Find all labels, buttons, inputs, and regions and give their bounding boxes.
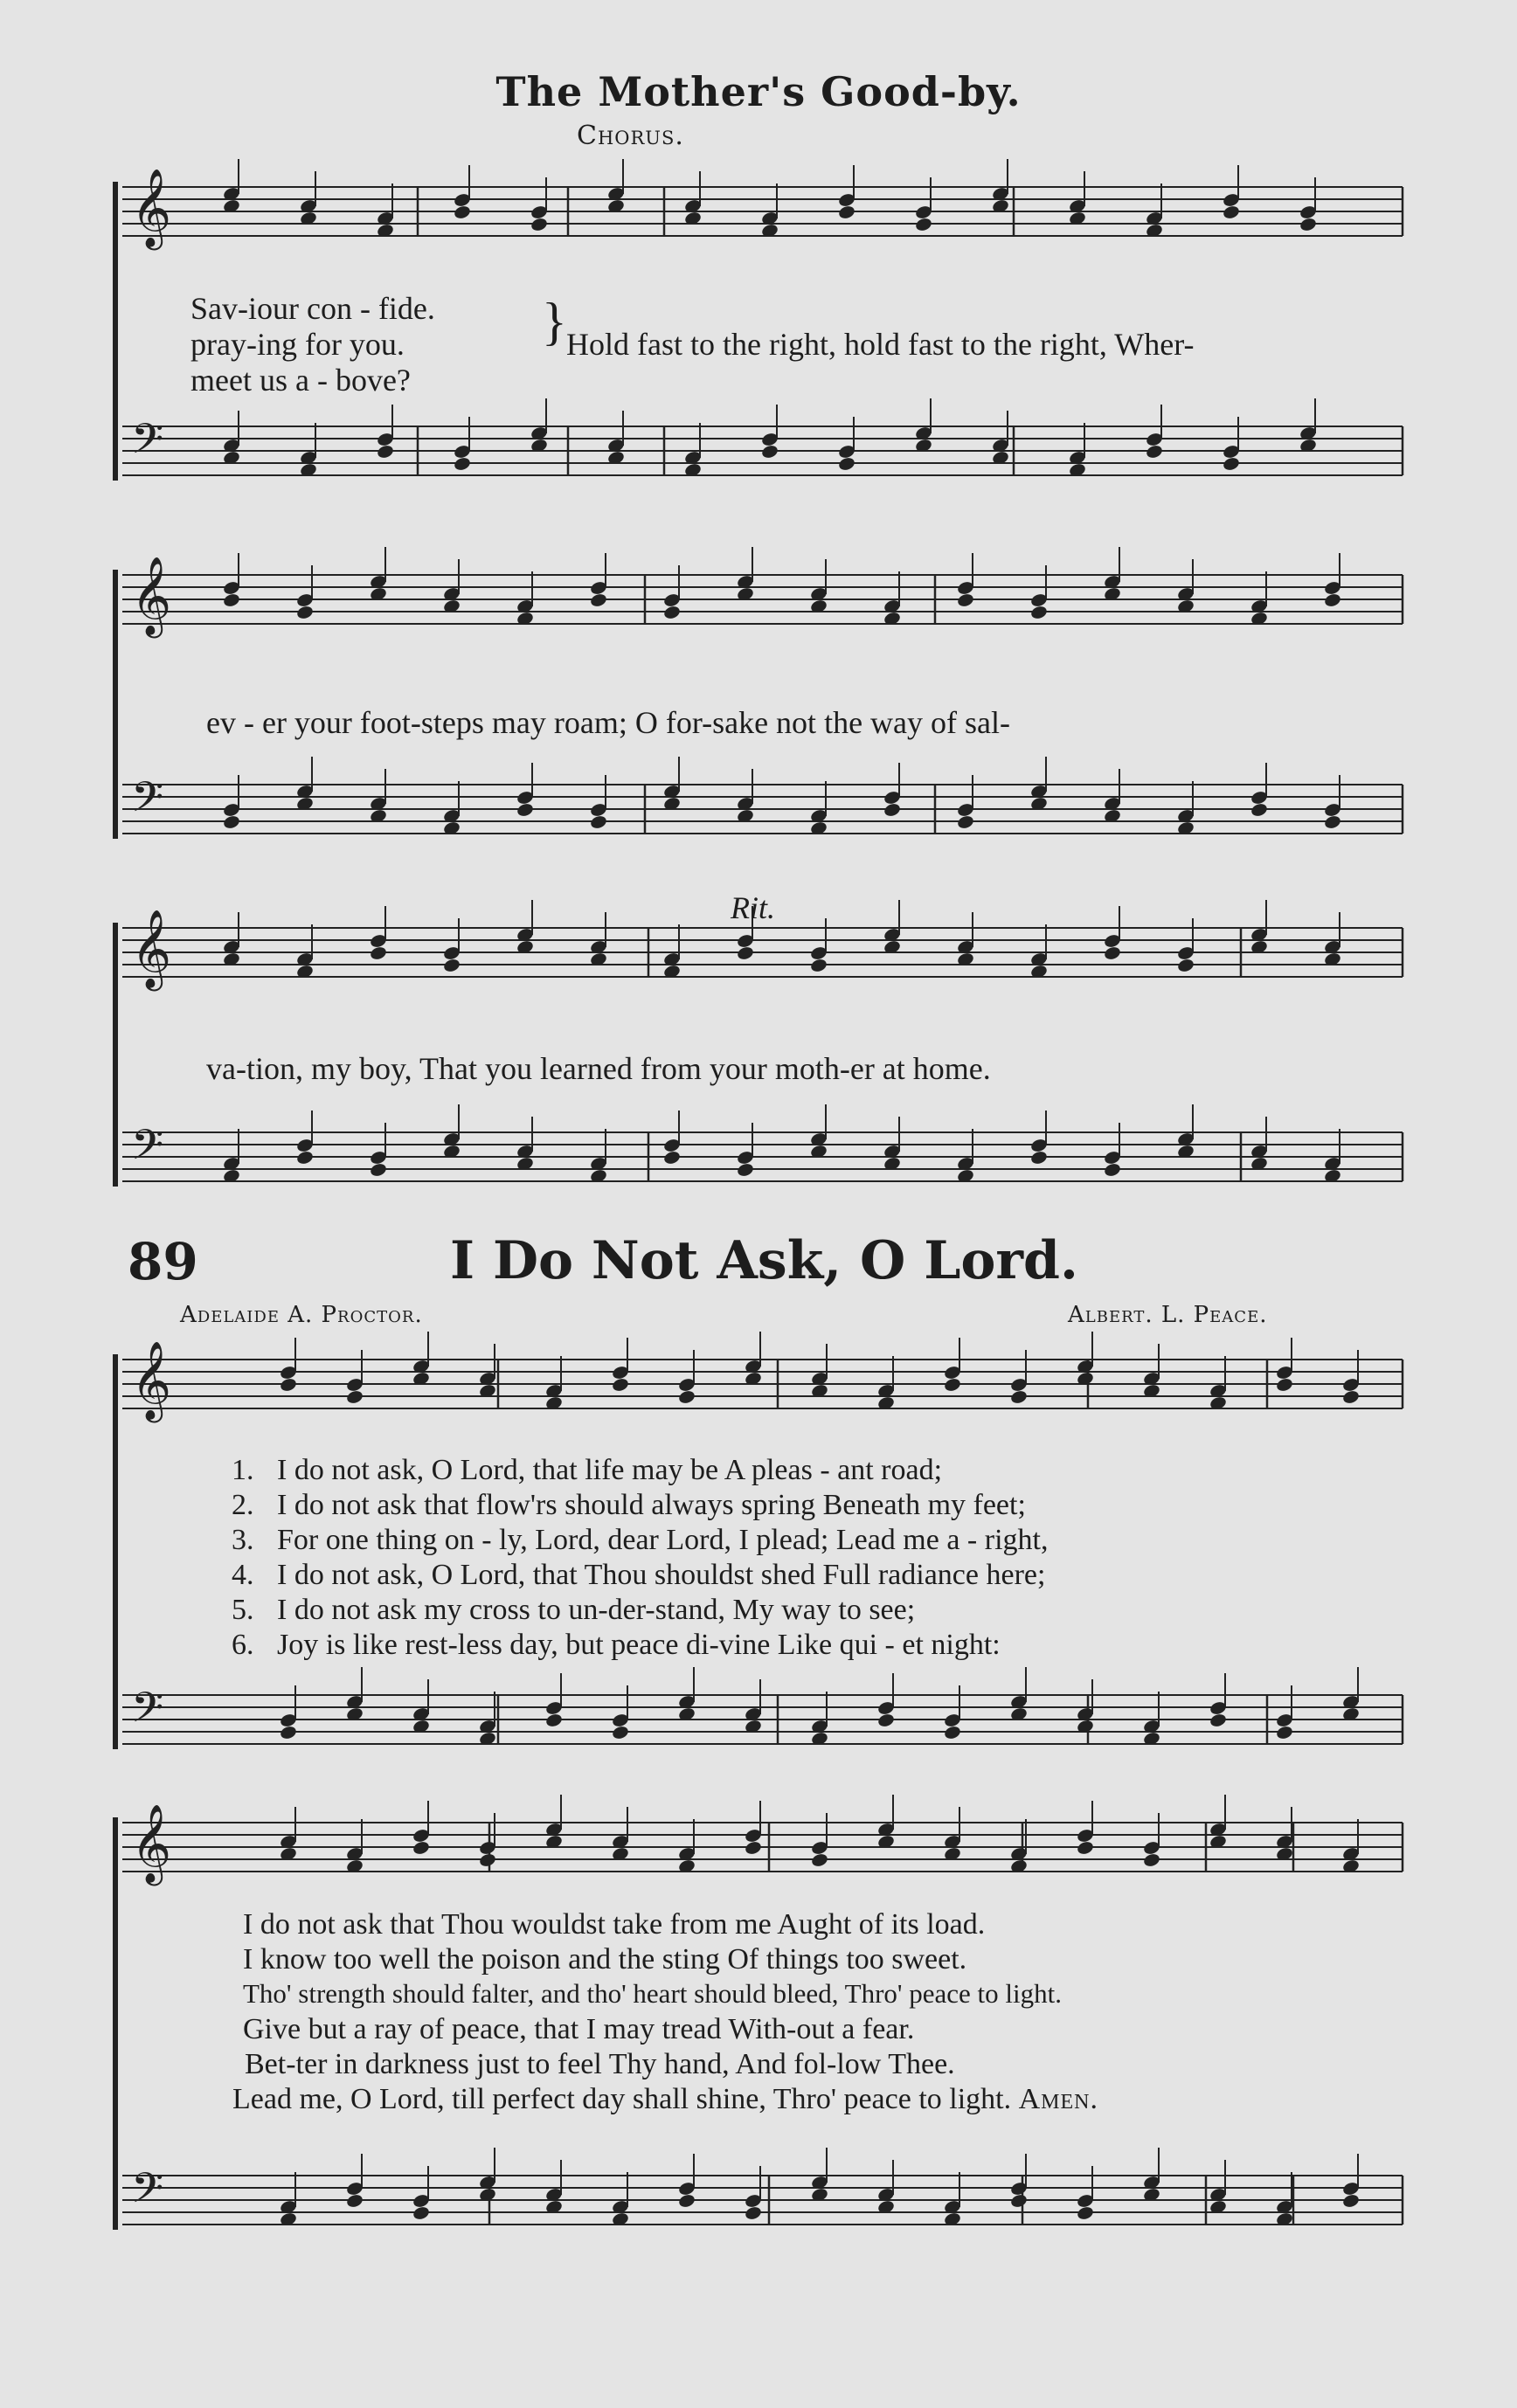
note-head: [1076, 2205, 1094, 2221]
verse-ending: [232, 2083, 1098, 2116]
bass-clef: 𝄢: [131, 772, 164, 832]
note-head: [736, 945, 754, 961]
note-head: [1009, 2193, 1028, 2209]
note-head: [1029, 1150, 1048, 1166]
note-head: [295, 605, 314, 620]
bass-clef: 𝄢: [131, 414, 164, 474]
note-head: [883, 802, 901, 818]
note-head: [279, 1725, 297, 1740]
note-head: [1323, 814, 1341, 830]
lyric-line: Sav-iour con - fide.: [190, 291, 435, 326]
verse-ending-text: Lead me, O Lord, till perfect day shall shine, Thro' peace to light.: [232, 2083, 1012, 2115]
verse-number: 6.: [232, 1629, 254, 1661]
note-head: [1209, 1713, 1227, 1728]
note-head: [677, 1389, 696, 1405]
note-head: [530, 217, 548, 232]
verse-line: [232, 1454, 942, 1487]
note-head: [876, 1713, 895, 1728]
note-head: [589, 592, 607, 608]
lyric-line: ev - er your foot-steps may roam; O for-sake not the way of sal-: [206, 705, 1010, 740]
note-head: [1323, 592, 1341, 608]
note-head: [1275, 1377, 1293, 1393]
note-head: [760, 444, 779, 460]
note-head: [412, 2205, 430, 2221]
note-head: [478, 1852, 496, 1868]
note-head: [736, 1162, 754, 1178]
note-head: [1103, 1162, 1121, 1178]
treble-clef: 𝄞: [131, 557, 172, 635]
hymn-number: 89: [128, 1232, 198, 1291]
note-head: [744, 2205, 762, 2221]
note-head: [453, 204, 471, 220]
note-head: [611, 1725, 629, 1740]
note-head: [279, 1377, 297, 1393]
bass-clef: 𝄢: [131, 1683, 164, 1742]
brace: }: [542, 293, 567, 350]
verse-number: 1.: [232, 1454, 254, 1486]
verse-number: 2.: [232, 1489, 254, 1521]
verse-ending: Tho' strength should falter, and tho' heart should bleed, Thro' peace to light.: [243, 1978, 1062, 2009]
note-head: [369, 945, 387, 961]
note-head: [914, 217, 932, 232]
verse-ending: I do not ask that Thou wouldst take from me Aught of its load.: [243, 1908, 986, 1941]
hymn-title: The Mother's Good-by.: [495, 68, 1022, 115]
verse-text: I do not ask my cross to un-der-stand, My way to see;: [277, 1594, 916, 1626]
treble-clef: 𝄞: [131, 169, 172, 247]
note-head: [611, 1377, 629, 1393]
verse-text: For one thing on - ly, Lord, dear Lord, I plead; Lead me a - right,: [277, 1524, 1049, 1556]
chorus-lyric: Hold fast to the right, hold fast to the right, Wher-: [566, 327, 1195, 362]
note-head: [1222, 204, 1240, 220]
verse-number: 3.: [232, 1524, 254, 1556]
note-head: [1222, 456, 1240, 472]
note-head: [956, 592, 974, 608]
note-head: [809, 958, 828, 973]
verse-number: 4.: [232, 1559, 254, 1591]
note-head: [516, 802, 534, 818]
lyricist-credit: Adelaide A. Proctor.: [180, 1302, 423, 1328]
note-head: [1029, 605, 1048, 620]
treble-clef: 𝄞: [131, 910, 172, 988]
note-head: [1076, 1840, 1094, 1856]
note-head: [1275, 1725, 1293, 1740]
verse-ending: Give but a ray of peace, that I may tread With-out a fear.: [243, 2013, 915, 2045]
note-head: [677, 2193, 696, 2209]
verse-line: [232, 1489, 1026, 1522]
note-head: [943, 1377, 961, 1393]
verse-line: [232, 1559, 1045, 1592]
note-head: [1103, 945, 1121, 961]
note-head: [442, 958, 461, 973]
lyric-line: meet us a - bove?: [190, 363, 411, 398]
note-head: [662, 605, 681, 620]
note-head: [662, 1150, 681, 1166]
note-head: [1176, 958, 1195, 973]
composer-credit: Albert. L. Peace.: [1068, 1302, 1268, 1328]
note-head: [1299, 217, 1317, 232]
verse-line: [232, 1524, 1048, 1557]
amen-label: Amen.: [1018, 2083, 1098, 2115]
hymn-title: I Do Not Ask, O Lord.: [450, 1230, 1078, 1291]
treble-clef: 𝄞: [131, 1341, 172, 1420]
verse-ending: I know too well the poison and the sting Of things too sweet.: [243, 1943, 967, 1976]
note-head: [295, 1150, 314, 1166]
note-head: [345, 1389, 364, 1405]
note-head: [453, 456, 471, 472]
note-head: [345, 2193, 364, 2209]
verse-text: Joy is like rest-less day, but peace di-vine Like qui - et night:: [277, 1629, 1001, 1661]
verse-line: [232, 1594, 915, 1627]
note-head: [222, 592, 240, 608]
note-head: [1250, 802, 1268, 818]
note-head: [943, 1725, 961, 1740]
note-head: [369, 1162, 387, 1178]
note-head: [744, 1840, 762, 1856]
lyric-line: pray-ing for you.: [190, 327, 405, 362]
verse-ending: Bet-ter in darkness just to feel Thy hand, And fol-low Thee.: [245, 2048, 955, 2080]
bass-clef: 𝄢: [131, 2163, 164, 2223]
verse-line: [232, 1629, 1001, 1662]
note-head: [956, 814, 974, 830]
chorus-label: Chorus.: [577, 121, 684, 151]
note-head: [1341, 1389, 1360, 1405]
note-head: [810, 1852, 828, 1868]
note-head: [1009, 1389, 1028, 1405]
note-head: [1145, 444, 1163, 460]
verse-text: I do not ask, O Lord, that life may be A pleas - ant road;: [277, 1454, 943, 1486]
note-head: [1142, 1852, 1160, 1868]
note-head: [544, 1713, 563, 1728]
tempo-mark: Rit.: [731, 890, 775, 925]
note-head: [376, 444, 394, 460]
note-head: [222, 814, 240, 830]
verse-text: I do not ask, O Lord, that Thou shouldst shed Full radiance here;: [277, 1559, 1046, 1591]
note-head: [837, 204, 855, 220]
note-head: [837, 456, 855, 472]
verse-text: I do not ask that flow'rs should always spring Beneath my feet;: [277, 1489, 1026, 1521]
verse-number: 5.: [232, 1594, 254, 1626]
treble-clef: 𝄞: [131, 1804, 172, 1883]
bass-clef: 𝄢: [131, 1120, 164, 1180]
note-head: [1341, 2193, 1360, 2209]
lyric-line: va-tion, my boy, That you learned from your moth-er at home.: [206, 1051, 991, 1086]
note-head: [589, 814, 607, 830]
note-head: [412, 1840, 430, 1856]
